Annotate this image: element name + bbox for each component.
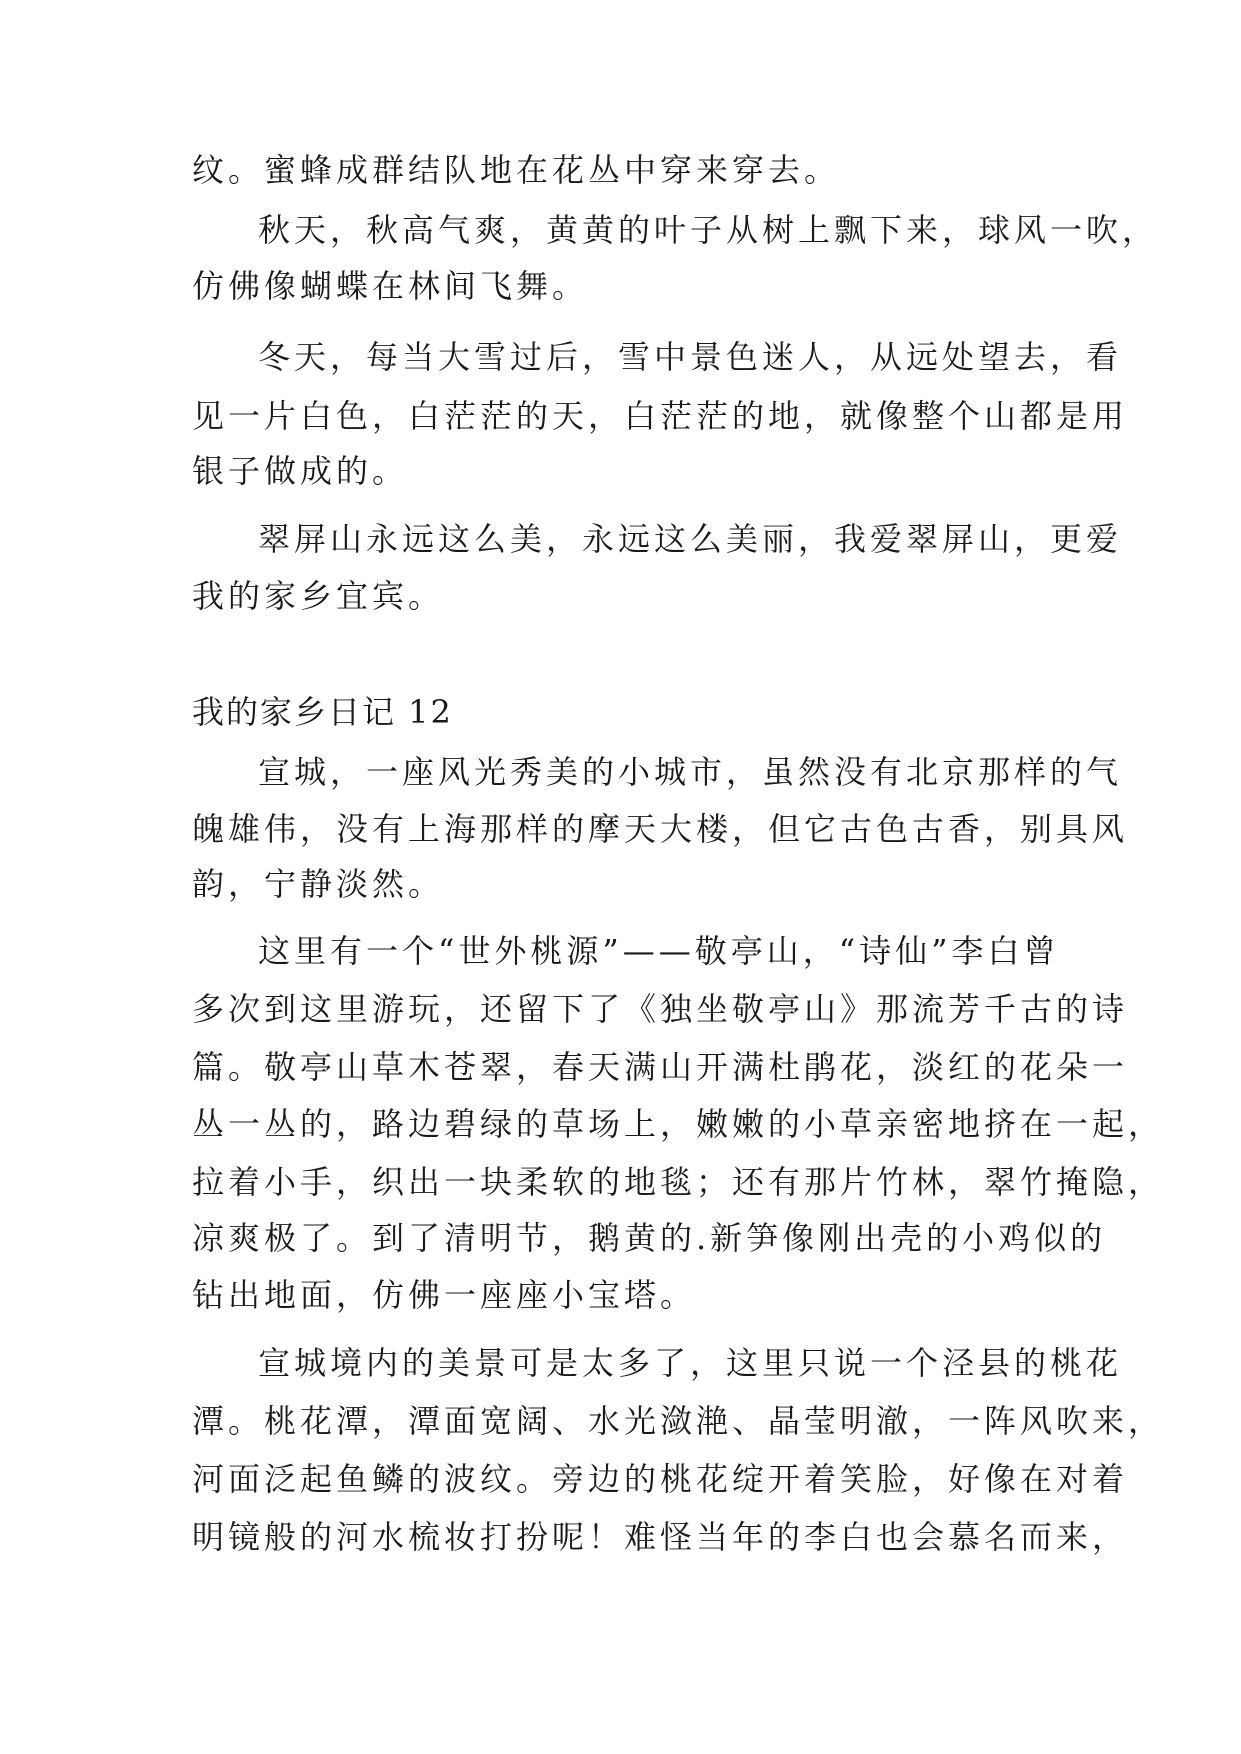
text-line: 这里有一个“世外桃源”——敬亭山，“诗仙”李白曾 [258, 932, 1060, 970]
text-line: 潭。桃花潭，潭面宽阔、水光潋滟、晶莹明澈，一阵风吹来， [192, 1402, 1165, 1440]
section-heading: 我的家乡日记 12 [192, 693, 453, 731]
text-line: 篇。敬亭山草木苍翠，春天满山开满杜鹃花，淡红的花朵一 [192, 1048, 1129, 1086]
text-line: 宣城，一座风光秀美的小城市，虽然没有北京那样的气 [258, 753, 1123, 791]
text-line: 多次到这里游玩，还留下了《独坐敬亭山》那流芳千古的诗 [192, 990, 1129, 1028]
text-line: 拉着小手，织出一块柔软的地毯；还有那片竹林，翠竹掩隐， [192, 1163, 1165, 1201]
text-line: 翠屏山永远这么美，永远这么美丽，我爱翠屏山，更爱 [258, 520, 1123, 558]
text-line: 冬天，每当大雪过后，雪中景色迷人，从远处望去，看 [258, 338, 1123, 376]
text-line: 河面泛起鱼鳞的波纹。旁边的桃花绽开着笑脸，好像在对着 [192, 1460, 1129, 1498]
text-line: 钻出地面，仿佛一座座小宝塔。 [192, 1276, 697, 1314]
text-line: 见一片白色，白茫茫的天，白茫茫的地，就像整个山都是用 [192, 397, 1129, 435]
text-line: 凉爽极了。到了清明节，鹅黄的.新笋像刚出壳的小鸡似的 [192, 1219, 1107, 1257]
text-line: 韵，宁静淡然。 [192, 865, 445, 903]
text-line: 丛一丛的，路边碧绿的草场上，嫩嫩的小草亲密地挤在一起， [192, 1105, 1165, 1143]
text-line: 银子做成的。 [192, 452, 409, 490]
text-line: 魄雄伟，没有上海那样的摩天大楼，但它古色古香，别具风 [192, 810, 1129, 848]
text-line: 秋天，秋高气爽，黄黄的叶子从树上飘下来，球风一吹， [258, 211, 1159, 249]
text-line: 仿佛像蝴蝶在林间飞舞。 [192, 267, 589, 305]
text-line: 我的家乡宜宾。 [192, 577, 445, 615]
text-line: 宣城境内的美景可是太多了，这里只说一个泾县的桃花 [258, 1344, 1123, 1382]
text-line: 纹。蜜蜂成群结队地在花丛中穿来穿去。 [192, 151, 841, 189]
text-line: 明镜般的河水梳妆打扮呢！难怪当年的李白也会慕名而来， [192, 1518, 1129, 1556]
